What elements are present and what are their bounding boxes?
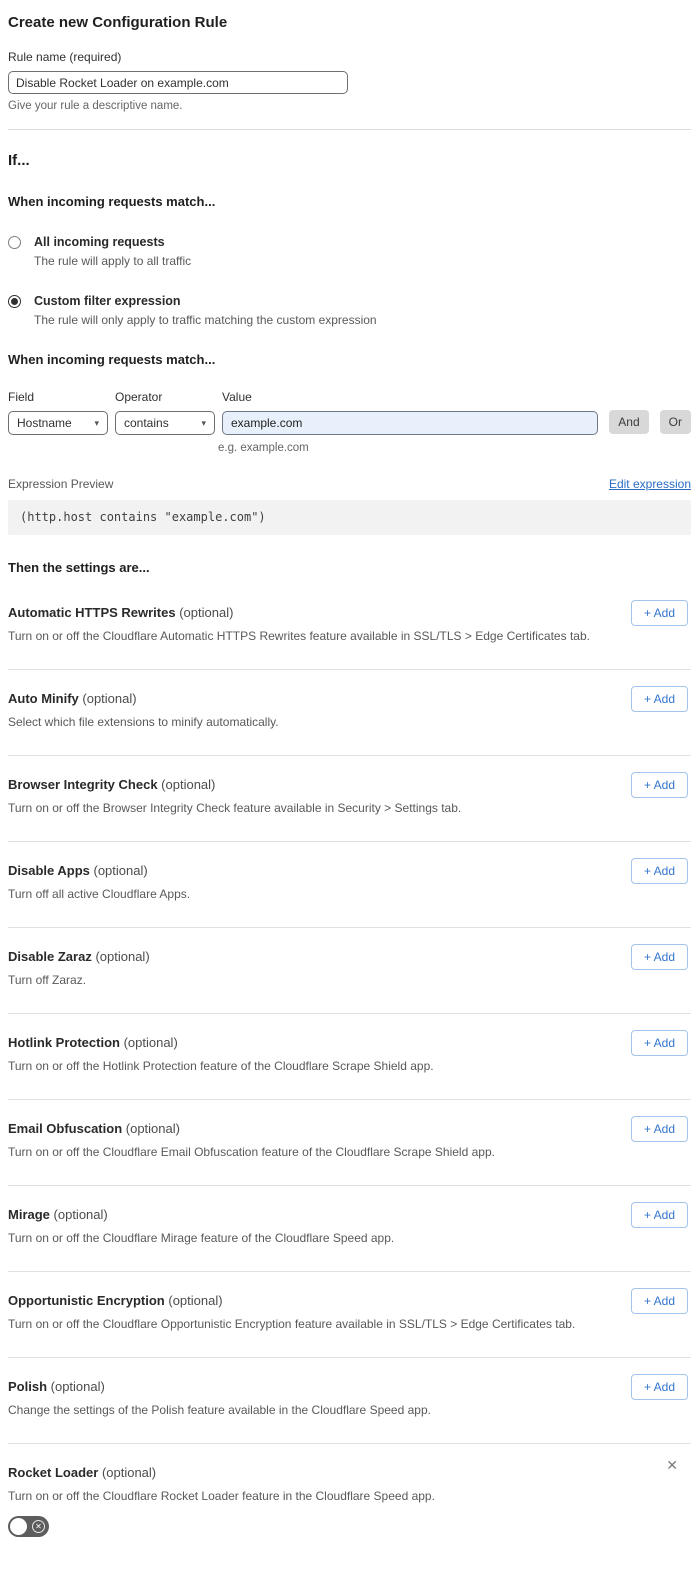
optional-suffix: (optional) — [50, 1379, 105, 1394]
setting-description: Turn off all active Cloudflare Apps. — [8, 887, 191, 901]
radio-label: All incoming requests — [34, 235, 165, 249]
add-button[interactable]: + Add — [631, 858, 688, 884]
radio-texts — [34, 294, 377, 327]
operator-column — [115, 390, 215, 435]
optional-suffix: (optional) — [125, 1121, 180, 1136]
rule-name-label: Rule name (required) — [8, 50, 122, 64]
setting-description: Turn on or off the Cloudflare Automatic HTTPS Rewrites feature available in SSL/TLS > Edge Certificates tab. — [8, 629, 590, 643]
edit-expression-link[interactable]: Edit expression — [608, 477, 691, 491]
setting-name: Polish — [8, 1379, 48, 1394]
setting-description: Turn off Zaraz. — [8, 973, 87, 987]
section-divider — [8, 129, 691, 130]
optional-suffix: (optional) — [93, 863, 148, 878]
chevron-down-icon: ▾ — [94, 417, 99, 428]
setting-title — [8, 1121, 691, 1136]
field-column — [8, 390, 108, 435]
setting-name: Rocket Loader — [8, 1465, 99, 1480]
add-button[interactable]: + Add — [631, 1030, 688, 1056]
add-button[interactable]: + Add — [631, 1288, 688, 1314]
setting-title — [8, 1293, 691, 1308]
setting-name: Browser Integrity Check — [8, 777, 158, 792]
setting-row-email-obfuscation — [8, 1100, 691, 1186]
setting-title — [8, 1207, 691, 1222]
radio-button[interactable] — [8, 295, 21, 308]
setting-name: Disable Zaraz — [8, 949, 92, 964]
operator-select[interactable] — [115, 411, 215, 435]
rule-name-block — [8, 50, 691, 112]
setting-title — [8, 777, 691, 792]
optional-suffix: (optional) — [168, 1293, 223, 1308]
or-button[interactable]: Or — [660, 410, 691, 434]
setting-row-rocket-loader — [8, 1444, 691, 1568]
setting-row-mirage — [8, 1186, 691, 1272]
optional-suffix: (optional) — [161, 777, 216, 792]
optional-suffix: (optional) — [123, 1035, 178, 1050]
rocket-loader-toggle[interactable] — [8, 1516, 49, 1537]
value-label: Value — [222, 390, 252, 404]
setting-description: Change the settings of the Polish feature available in the Cloudflare Speed app. — [8, 1403, 431, 1417]
radio-label: Custom filter expression — [34, 294, 181, 308]
setting-name: Disable Apps — [8, 863, 90, 878]
add-button[interactable]: + Add — [631, 944, 688, 970]
field-label: Field — [8, 390, 35, 404]
radio-description: The rule will only apply to traffic matching the custom expression — [34, 313, 377, 327]
value-column — [222, 390, 598, 435]
expression-code-box: (http.host contains "example.com") — [8, 500, 691, 535]
optional-suffix: (optional) — [101, 1465, 157, 1480]
filter-builder-heading: When incoming requests match... — [8, 352, 216, 367]
setting-description: Select which file extensions to minify automatically. — [8, 715, 279, 729]
setting-name: Email Obfuscation — [8, 1121, 123, 1136]
settings-list — [8, 584, 691, 1568]
radio-button[interactable] — [8, 236, 21, 249]
field-select[interactable] — [8, 411, 108, 435]
setting-description: Turn on or off the Cloudflare Opportunistic Encryption feature available in SSL/TLS > Edge Certificates tab. — [8, 1317, 576, 1331]
setting-row-automatic-https-rewrites — [8, 584, 691, 670]
radio-custom-filter-expression[interactable] — [8, 294, 691, 327]
setting-row-disable-apps — [8, 842, 691, 928]
expression-preview-label: Expression Preview — [8, 477, 114, 491]
setting-title — [8, 691, 691, 706]
setting-name: Automatic HTTPS Rewrites — [8, 605, 176, 620]
setting-name: Hotlink Protection — [8, 1035, 120, 1050]
add-button[interactable]: + Add — [631, 686, 688, 712]
value-help-text: e.g. example.com — [218, 442, 309, 454]
add-button[interactable]: + Add — [631, 1116, 688, 1142]
filter-builder-row — [8, 390, 691, 435]
setting-row-disable-zaraz — [8, 928, 691, 1014]
operator-label: Operator — [115, 390, 163, 404]
setting-row-hotlink-protection — [8, 1014, 691, 1100]
incoming-requests-match-heading: When incoming requests match... — [8, 194, 216, 209]
add-button[interactable]: + Add — [631, 1202, 688, 1228]
then-settings-heading: Then the settings are... — [8, 560, 150, 575]
rule-name-help: Give your rule a descriptive name. — [8, 100, 183, 112]
setting-title — [8, 1379, 691, 1394]
setting-title — [8, 1035, 691, 1050]
toggle-off-icon: ✕ — [32, 1520, 45, 1533]
optional-suffix: (optional) — [95, 949, 150, 964]
add-button[interactable]: + Add — [631, 772, 688, 798]
setting-description: Turn on or off the Cloudflare Rocket Loader feature in the Cloudflare Speed app. — [8, 1489, 435, 1503]
setting-title — [8, 1465, 691, 1480]
setting-description: Turn on or off the Cloudflare Email Obfuscation feature of the Cloudflare Scrape Shield app. — [8, 1145, 495, 1159]
add-button[interactable]: + Add — [631, 600, 688, 626]
setting-title — [8, 863, 691, 878]
if-heading: If... — [8, 152, 30, 169]
setting-row-auto-minify — [8, 670, 691, 756]
radio-all-incoming-requests[interactable] — [8, 235, 691, 268]
rule-name-input[interactable] — [8, 71, 348, 94]
setting-title — [8, 605, 691, 620]
setting-description: Turn on or off the Cloudflare Mirage feature of the Cloudflare Speed app. — [8, 1231, 395, 1245]
radio-texts — [34, 235, 191, 268]
optional-suffix: (optional) — [179, 605, 234, 620]
toggle-knob — [10, 1518, 27, 1535]
close-icon[interactable]: ✕ — [666, 1457, 678, 1473]
setting-name: Mirage — [8, 1207, 50, 1222]
value-input[interactable] — [222, 411, 598, 435]
operator-select-value: contains — [124, 416, 169, 430]
setting-name: Opportunistic Encryption — [8, 1293, 165, 1308]
setting-title — [8, 949, 691, 964]
add-button[interactable]: + Add — [631, 1374, 688, 1400]
setting-row-polish — [8, 1358, 691, 1444]
optional-suffix: (optional) — [53, 1207, 108, 1222]
and-button[interactable]: And — [609, 410, 648, 434]
optional-suffix: (optional) — [82, 691, 137, 706]
setting-row-browser-integrity-check — [8, 756, 691, 842]
setting-name: Auto Minify — [8, 691, 79, 706]
radio-description: The rule will apply to all traffic — [34, 254, 192, 268]
chevron-down-icon: ▾ — [201, 417, 206, 428]
field-select-value: Hostname — [17, 416, 72, 430]
page-title: Create new Configuration Rule — [8, 14, 228, 31]
setting-description: Turn on or off the Browser Integrity Check feature available in Security > Settings tab. — [8, 801, 462, 815]
expression-preview-header — [8, 477, 691, 491]
setting-row-opportunistic-encryption — [8, 1272, 691, 1358]
setting-description: Turn on or off the Hotlink Protection feature of the Cloudflare Scrape Shield app. — [8, 1059, 434, 1073]
